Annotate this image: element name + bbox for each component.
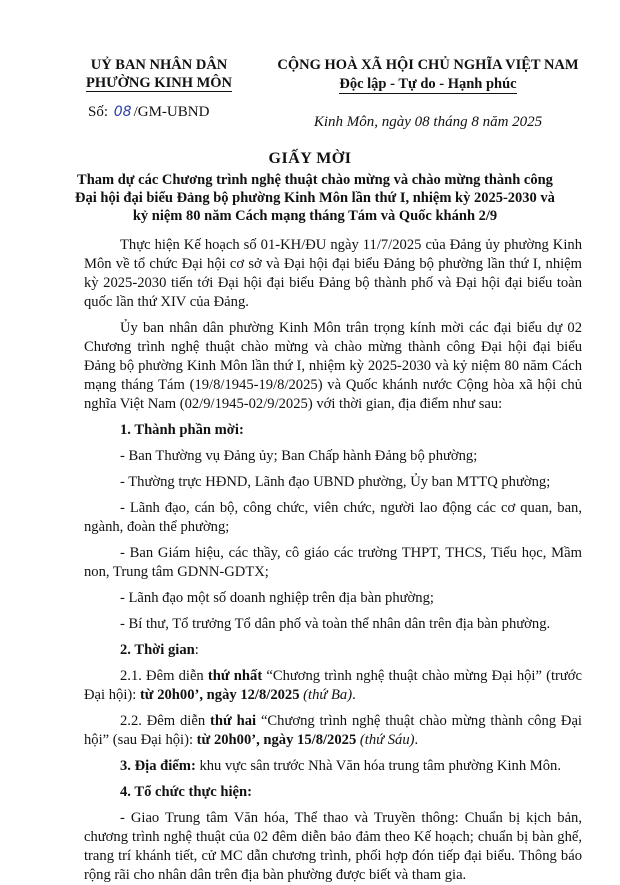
list-item: - Ban Giám hiệu, các thầy, cô giáo các trường THPT, THCS, Tiểu học, Mầm non, Trung tâm GDNN-GDTX;: [84, 545, 582, 580]
number-prefix: Số:: [88, 104, 109, 120]
place-date: Kinh Môn, ngày 08 tháng 8 năm 2025: [313, 114, 543, 130]
number-suffix: /GM-UBND: [133, 104, 210, 120]
list-item: - Thường trực HĐND, Lãnh đạo UBND phường, Ủy ban MTTQ phường;: [120, 474, 551, 490]
document-subtitle: Tham dự các Chương trình nghệ thuật chào mừng và chào mừng thành công Đại hội đại biểu Đảng bộ phường Kinh Môn lần thứ I, nhiệm kỳ 2025-2030 và kỷ niệm 80 năm Cách mạng tháng Tám và Quốc khánh 2/9: [75, 172, 555, 224]
paragraph-invitation: Ủy ban nhân dân phường Kinh Môn trân trọng kính mời các đại biểu dự 02 Chương trình nghệ thuật chào mừng và chào mừng thành công Đại hội đại biểu Đảng bộ phường Kinh Môn lần thứ I, nhiệm kỳ 2025-2030 và kỷ niệm 80 năm Cách mạng tháng Tám (19/8/1945-19/8/2025) và Quốc khánh nước Cộng hòa xã hội chủ nghĩa Việt Nam (02/9/1945-02/9/2025) với thời gian, địa điểm như sau:: [84, 320, 582, 412]
org-name-line2: PHƯỜNG KINH MÔN: [85, 75, 233, 91]
paragraph-basis: Thực hiện Kế hoạch số 01-KH/ĐU ngày 11/7/2025 của Đảng ủy phường Kinh Môn về tổ chức Đại hội cơ sở và Đại hội đại biểu Đảng bộ phường lần thứ I, nhiệm kỳ 2025-2030 tiến tới Đại hội đại biểu Đảng bộ thành phố và Đại hội đại biểu toàn quốc lần thứ XIV của Đảng.: [84, 237, 582, 310]
motto: Độc lập - Tự do - Hạnh phúc: [339, 76, 517, 92]
document-title: GIẤY MỜI: [268, 150, 352, 167]
document-number: [88, 104, 209, 121]
national-motto: [258, 56, 598, 94]
org-name-line1: UỶ BAN NHÂN DÂN: [90, 57, 228, 73]
list-item: - Ban Thường vụ Đảng ủy; Ban Chấp hành Đảng bộ phường;: [120, 448, 478, 464]
section-heading-implementation: 4. Tổ chức thực hiện:: [120, 784, 252, 800]
list-item: - Bí thư, Tổ trưởng Tổ dân phố và toàn thể nhân dân trên địa bàn phường.: [120, 616, 551, 632]
document-body: [84, 236, 582, 885]
issuing-organization: [64, 56, 254, 92]
section-location: 3. Địa điểm: khu vực sân trước Nhà Văn hóa trung tâm phường Kinh Môn.: [120, 758, 561, 774]
section-heading-attendees: 1. Thành phần mời:: [120, 422, 244, 438]
section-heading-time: 2. Thời gian:: [120, 642, 199, 658]
schedule-night-one: 2.1. Đêm diễn thứ nhất “Chương trình nghệ thuật chào mừng Đại hội” (trước Đại hội): từ 20h00’, ngày 12/8/2025 (thứ Ba).: [84, 668, 582, 703]
implementation-text: - Giao Trung tâm Văn hóa, Thể thao và Truyền thông: Chuẩn bị kịch bản, chương trình nghệ thuật của 02 đêm diễn bảo đảm theo Kế hoạch; chuẩn bị bàn ghế, trang trí khánh tiết, cử MC dẫn chương trình, phối hợp đón tiếp đại biểu. Thông báo rộng rãi cho nhân dân trên địa bàn phường được biết và tham gia.: [84, 810, 582, 883]
nation-name: CỘNG HOÀ XÃ HỘI CHỦ NGHĨA VIỆT NAM: [277, 57, 579, 73]
handwritten-number: 08: [113, 104, 132, 120]
list-item: - Lãnh đạo, cán bộ, công chức, viên chức, người lao động các cơ quan, ban, ngành, đoàn thể phường;: [84, 500, 582, 535]
schedule-night-two: 2.2. Đêm diễn thứ hai “Chương trình nghệ thuật chào mừng thành công Đại hội” (sau Đại hội): từ 20h00’, ngày 15/8/2025 (thứ Sáu).: [84, 713, 582, 748]
list-item: - Lãnh đạo một số doanh nghiệp trên địa bàn phường;: [120, 590, 434, 606]
